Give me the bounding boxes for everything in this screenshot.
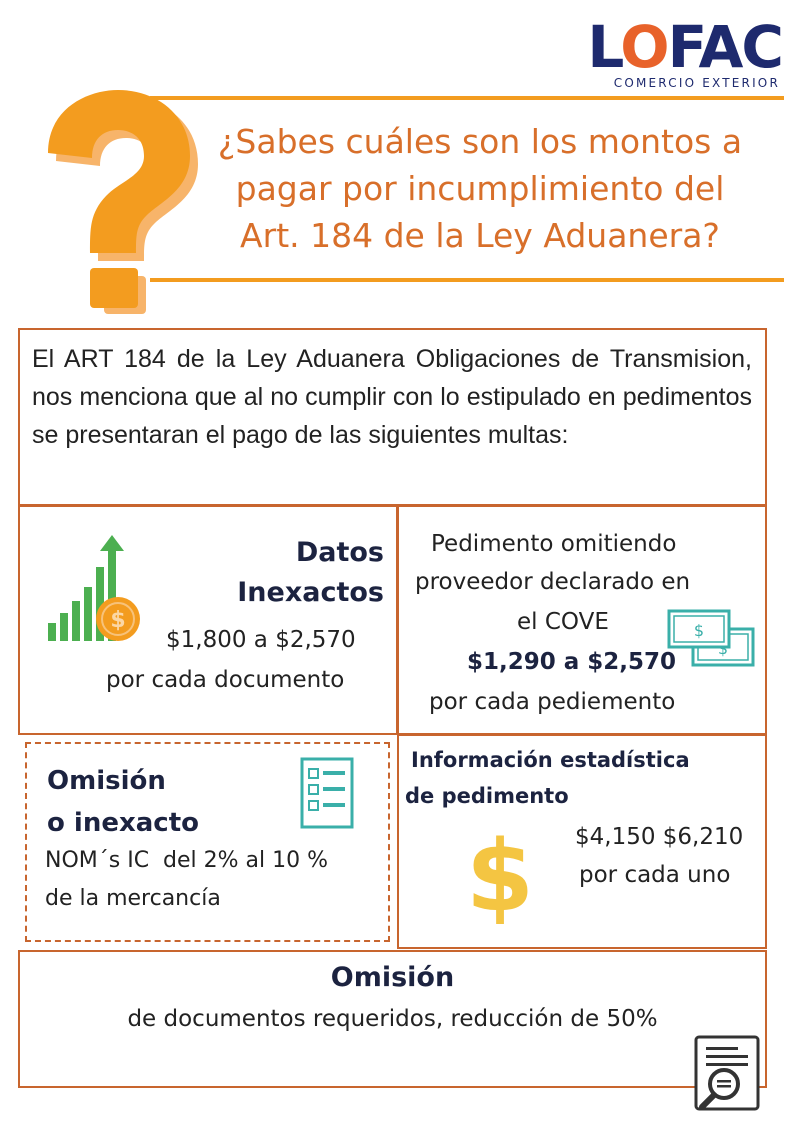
omision-doc-title: Omisión [330,962,455,993]
datos-title [237,533,384,613]
title-line: pagar por incumplimiento del [235,169,725,208]
pedimento-line3: el COVE [517,609,609,635]
omision-doc-detail: de documentos requeridos, reducción de 50% [127,1006,658,1032]
omision-nom-line1: NOM´s IC del 2% al 10 % [45,848,329,873]
dollar-sign-icon [465,824,535,924]
header-line-bottom [150,278,784,282]
intro-text: El ART 184 de la Ley Aduanera Obligaciones de Transmision, nos menciona que al no cumplir con lo estipulado en pedimentos se presentaran el pago de las siguientes multas: [32,345,752,449]
info-title [405,742,690,814]
pedimento-amount: $1,290 a $2,570 [467,649,677,675]
pedimento-line1: Pedimento omitiendo [431,531,677,557]
omision-documentos-box [18,950,767,1088]
pedimento-box [397,505,767,735]
info-detail: por cada uno [579,862,731,888]
question-mark-icon [8,78,208,318]
omision-nom-line2: de la mercancía [45,886,221,911]
datos-inexactos-box [18,505,398,735]
datos-title-line1: Datos [295,537,384,568]
checklist-icon [299,756,355,830]
svg-text:$: $ [465,824,535,924]
logo-wordmark: LOFAC [587,13,782,81]
brand-logo [582,14,782,94]
logo-o-mark: O [620,13,668,81]
header-line-top [150,96,784,100]
datos-title-line2: Inexactos [237,577,384,608]
omision-nom-title-line1: Omisión [47,766,166,796]
title-line: ¿Sabes cuáles son los montos a [217,122,743,161]
page-title [180,118,780,259]
coin-icon [94,595,142,643]
omision-nom-title-line2: o inexacto [47,808,199,838]
logo-subtitle: COMERCIO EXTERIOR [613,76,780,90]
svg-text:$: $ [110,608,126,633]
info-title-line1: Información estadística [411,748,690,772]
info-estadistica-box [397,734,767,949]
banknotes-icon [665,607,757,669]
document-search-icon [690,1034,770,1114]
pedimento-line2: proveedor declarado en [415,569,691,595]
svg-text:$: $ [693,621,705,640]
datos-amount: $1,800 a $2,570 [166,627,356,653]
pedimento-detail: por cada pediemento [429,689,676,715]
info-title-line2: de pedimento [405,784,569,808]
datos-detail: por cada documento [106,667,345,693]
intro-box [18,328,767,506]
info-amount: $4,150 $6,210 [575,824,744,850]
title-line: Art. 184 de la Ley Aduanera? [240,216,720,255]
omision-nom-title [47,760,199,844]
omision-nom-box [25,742,390,942]
